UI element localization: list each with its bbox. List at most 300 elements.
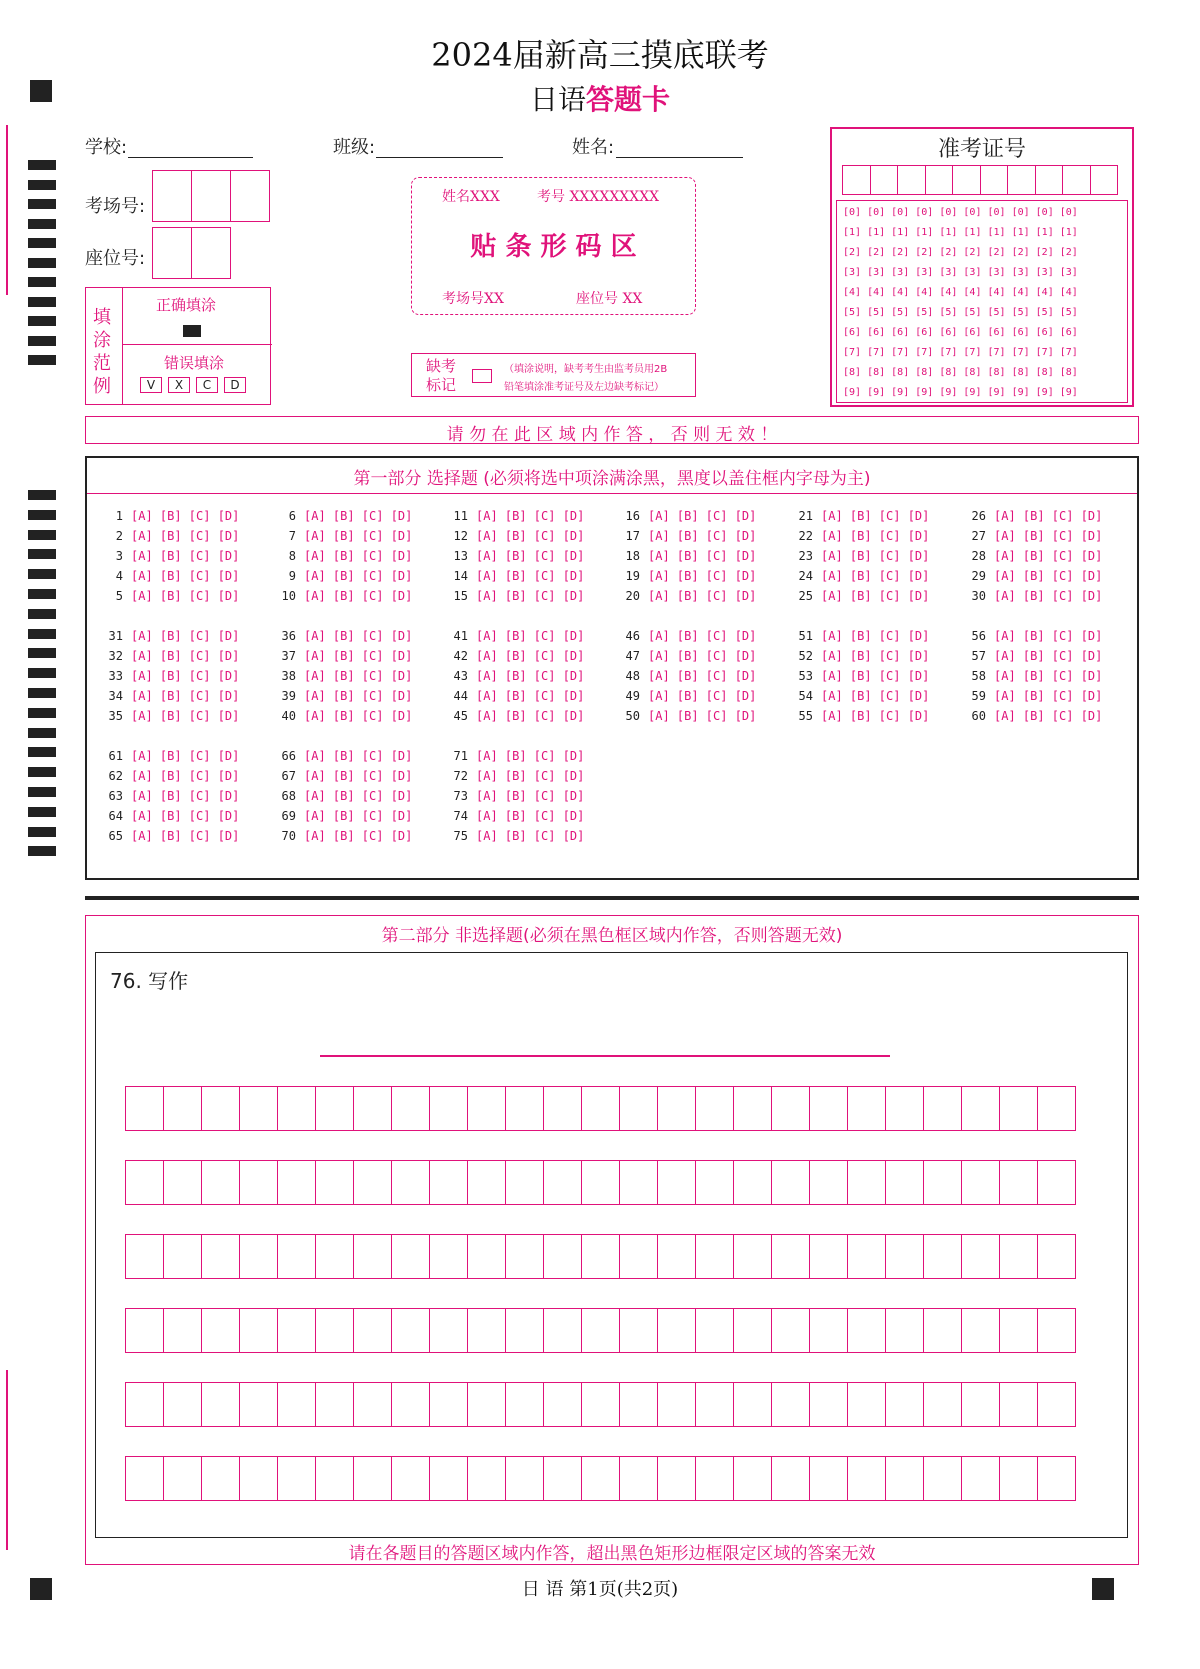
writing-cell[interactable]	[353, 1382, 392, 1427]
writing-cell[interactable]	[163, 1160, 202, 1205]
writing-cell[interactable]	[505, 1234, 544, 1279]
writing-cell[interactable]	[733, 1308, 772, 1353]
writing-cell[interactable]	[315, 1234, 354, 1279]
question-row[interactable]	[272, 806, 412, 826]
ticket-digit-input[interactable]	[925, 165, 954, 195]
writing-cell[interactable]	[771, 1086, 810, 1131]
writing-cell[interactable]	[239, 1160, 278, 1205]
writing-cell[interactable]	[125, 1160, 164, 1205]
writing-cell[interactable]	[1037, 1086, 1076, 1131]
ticket-digit-row[interactable]: [6] [6] [6] [6] [6] [6] [6] [6] [6] [6]	[843, 327, 1078, 338]
question-row[interactable]	[272, 566, 412, 586]
writing-cell[interactable]	[505, 1456, 544, 1501]
writing-cell[interactable]	[505, 1382, 544, 1427]
writing-cell[interactable]	[847, 1308, 886, 1353]
answer-options[interactable]: [A] [B] [C] [D]	[304, 709, 413, 723]
answer-options[interactable]: [A] [B] [C] [D]	[648, 509, 757, 523]
question-group[interactable]	[272, 746, 412, 846]
writing-cell[interactable]	[657, 1308, 696, 1353]
question-row[interactable]	[99, 626, 239, 646]
question-group[interactable]	[962, 506, 1102, 606]
answer-options[interactable]: [A] [B] [C] [D]	[821, 589, 930, 603]
writing-cell[interactable]	[961, 1382, 1000, 1427]
answer-options[interactable]: [A] [B] [C] [D]	[994, 669, 1103, 683]
answer-options[interactable]: [A] [B] [C] [D]	[304, 689, 413, 703]
question-group[interactable]	[789, 506, 929, 606]
writing-cell[interactable]	[239, 1234, 278, 1279]
writing-cell[interactable]	[695, 1456, 734, 1501]
writing-cell[interactable]	[467, 1382, 506, 1427]
question-row[interactable]	[99, 686, 239, 706]
answer-options[interactable]: [A] [B] [C] [D]	[821, 509, 930, 523]
writing-cell[interactable]	[429, 1456, 468, 1501]
question-row[interactable]	[789, 586, 929, 606]
question-group[interactable]	[99, 506, 239, 606]
ticket-digit-row[interactable]: [9] [9] [9] [9] [9] [9] [9] [9] [9] [9]	[843, 387, 1078, 398]
question-row[interactable]	[99, 766, 239, 786]
writing-cell[interactable]	[657, 1234, 696, 1279]
answer-options[interactable]: [A] [B] [C] [D]	[131, 629, 240, 643]
writing-cell[interactable]	[1037, 1456, 1076, 1501]
answer-options[interactable]: [A] [B] [C] [D]	[476, 669, 585, 683]
writing-cell[interactable]	[239, 1086, 278, 1131]
writing-cell[interactable]	[961, 1456, 1000, 1501]
answer-options[interactable]: [A] [B] [C] [D]	[131, 549, 240, 563]
writing-cell[interactable]	[961, 1086, 1000, 1131]
writing-cell[interactable]	[201, 1382, 240, 1427]
answer-options[interactable]: [A] [B] [C] [D]	[131, 789, 240, 803]
answer-options[interactable]: [A] [B] [C] [D]	[304, 769, 413, 783]
writing-cell[interactable]	[353, 1308, 392, 1353]
writing-cell[interactable]	[201, 1234, 240, 1279]
question-row[interactable]	[99, 526, 239, 546]
answer-options[interactable]: [A] [B] [C] [D]	[304, 749, 413, 763]
answer-options[interactable]: [A] [B] [C] [D]	[821, 569, 930, 583]
writing-cell[interactable]	[885, 1234, 924, 1279]
answer-options[interactable]: [A] [B] [C] [D]	[994, 689, 1103, 703]
writing-cell[interactable]	[467, 1234, 506, 1279]
question-group[interactable]	[99, 626, 239, 726]
question-row[interactable]	[616, 666, 756, 686]
question-row[interactable]	[616, 526, 756, 546]
answer-options[interactable]: [A] [B] [C] [D]	[304, 509, 413, 523]
writing-cell[interactable]	[581, 1382, 620, 1427]
writing-grid-row[interactable]	[125, 1308, 1075, 1353]
question-row[interactable]	[444, 686, 584, 706]
writing-cell[interactable]	[505, 1086, 544, 1131]
writing-cell[interactable]	[543, 1382, 582, 1427]
question-row[interactable]	[616, 626, 756, 646]
answer-options[interactable]: [A] [B] [C] [D]	[994, 509, 1103, 523]
answer-options[interactable]: [A] [B] [C] [D]	[648, 589, 757, 603]
answer-options[interactable]: [A] [B] [C] [D]	[131, 569, 240, 583]
writing-cell[interactable]	[581, 1160, 620, 1205]
writing-cell[interactable]	[163, 1308, 202, 1353]
answer-options[interactable]: [A] [B] [C] [D]	[648, 629, 757, 643]
writing-cell[interactable]	[125, 1382, 164, 1427]
answer-options[interactable]: [A] [B] [C] [D]	[821, 549, 930, 563]
writing-cell[interactable]	[581, 1086, 620, 1131]
writing-cell[interactable]	[771, 1160, 810, 1205]
ticket-digit-row[interactable]: [5] [5] [5] [5] [5] [5] [5] [5] [5] [5]	[843, 307, 1078, 318]
question-row[interactable]	[789, 646, 929, 666]
writing-cell[interactable]	[809, 1382, 848, 1427]
writing-cell[interactable]	[277, 1382, 316, 1427]
writing-cell[interactable]	[657, 1086, 696, 1131]
writing-area[interactable]	[95, 952, 1128, 1538]
writing-cell[interactable]	[733, 1382, 772, 1427]
writing-cell[interactable]	[695, 1160, 734, 1205]
writing-cell[interactable]	[581, 1456, 620, 1501]
writing-cell[interactable]	[543, 1086, 582, 1131]
answer-options[interactable]: [A] [B] [C] [D]	[304, 829, 413, 843]
question-row[interactable]	[444, 566, 584, 586]
writing-cell[interactable]	[125, 1456, 164, 1501]
question-row[interactable]	[99, 506, 239, 526]
ticket-digit-input[interactable]	[1062, 165, 1091, 195]
writing-cell[interactable]	[163, 1086, 202, 1131]
writing-cell[interactable]	[163, 1382, 202, 1427]
question-row[interactable]	[962, 686, 1102, 706]
question-row[interactable]	[272, 786, 412, 806]
answer-options[interactable]: [A] [B] [C] [D]	[821, 629, 930, 643]
answer-options[interactable]: [A] [B] [C] [D]	[476, 649, 585, 663]
question-row[interactable]	[99, 546, 239, 566]
question-row[interactable]	[962, 526, 1102, 546]
ticket-digit-row[interactable]: [8] [8] [8] [8] [8] [8] [8] [8] [8] [8]	[843, 367, 1078, 378]
writing-cell[interactable]	[315, 1160, 354, 1205]
writing-cell[interactable]	[657, 1382, 696, 1427]
answer-options[interactable]: [A] [B] [C] [D]	[131, 589, 240, 603]
answer-options[interactable]: [A] [B] [C] [D]	[994, 629, 1103, 643]
question-group[interactable]	[444, 746, 584, 846]
writing-cell[interactable]	[391, 1086, 430, 1131]
question-row[interactable]	[444, 506, 584, 526]
absent-checkbox[interactable]	[472, 369, 492, 383]
question-row[interactable]	[444, 646, 584, 666]
writing-cell[interactable]	[429, 1382, 468, 1427]
writing-grid-row[interactable]	[125, 1382, 1075, 1427]
question-row[interactable]	[616, 586, 756, 606]
writing-cell[interactable]	[429, 1234, 468, 1279]
question-group[interactable]	[272, 506, 412, 606]
writing-cell[interactable]	[391, 1382, 430, 1427]
question-row[interactable]	[272, 766, 412, 786]
answer-options[interactable]: [A] [B] [C] [D]	[131, 509, 240, 523]
answer-options[interactable]: [A] [B] [C] [D]	[131, 649, 240, 663]
question-row[interactable]	[99, 586, 239, 606]
question-row[interactable]	[272, 626, 412, 646]
question-row[interactable]	[444, 546, 584, 566]
writing-cell[interactable]	[277, 1456, 316, 1501]
writing-cell[interactable]	[581, 1234, 620, 1279]
question-row[interactable]	[444, 746, 584, 766]
writing-cell[interactable]	[809, 1234, 848, 1279]
writing-cell[interactable]	[809, 1308, 848, 1353]
writing-cell[interactable]	[733, 1160, 772, 1205]
answer-options[interactable]: [A] [B] [C] [D]	[476, 829, 585, 843]
question-row[interactable]	[272, 706, 412, 726]
writing-cell[interactable]	[391, 1308, 430, 1353]
ticket-digit-input[interactable]	[1035, 165, 1064, 195]
writing-cell[interactable]	[125, 1234, 164, 1279]
answer-options[interactable]: [A] [B] [C] [D]	[476, 589, 585, 603]
writing-cell[interactable]	[543, 1308, 582, 1353]
writing-cell[interactable]	[619, 1234, 658, 1279]
writing-cell[interactable]	[619, 1382, 658, 1427]
question-row[interactable]	[99, 806, 239, 826]
answer-options[interactable]: [A] [B] [C] [D]	[304, 649, 413, 663]
exam-room-boxes[interactable]	[152, 170, 270, 222]
answer-options[interactable]: [A] [B] [C] [D]	[648, 669, 757, 683]
question-row[interactable]	[99, 786, 239, 806]
ticket-digit-input[interactable]	[870, 165, 899, 195]
question-row[interactable]	[789, 506, 929, 526]
question-group[interactable]	[444, 506, 584, 606]
writing-cell[interactable]	[923, 1382, 962, 1427]
writing-cell[interactable]	[771, 1382, 810, 1427]
choice-questions[interactable]	[87, 506, 1137, 866]
writing-cell[interactable]	[429, 1308, 468, 1353]
question-row[interactable]	[962, 626, 1102, 646]
writing-cell[interactable]	[961, 1308, 1000, 1353]
writing-cell[interactable]	[999, 1456, 1038, 1501]
answer-options[interactable]: [A] [B] [C] [D]	[994, 649, 1103, 663]
writing-cell[interactable]	[239, 1382, 278, 1427]
writing-cell[interactable]	[619, 1086, 658, 1131]
seat-boxes[interactable]	[152, 227, 231, 279]
writing-cell[interactable]	[695, 1382, 734, 1427]
writing-cell[interactable]	[885, 1086, 924, 1131]
writing-grid-row[interactable]	[125, 1160, 1075, 1205]
question-row[interactable]	[962, 566, 1102, 586]
writing-cell[interactable]	[619, 1308, 658, 1353]
question-row[interactable]	[444, 766, 584, 786]
question-row[interactable]	[789, 666, 929, 686]
writing-cell[interactable]	[885, 1456, 924, 1501]
question-row[interactable]	[99, 646, 239, 666]
ticket-digit-row[interactable]: [7] [7] [7] [7] [7] [7] [7] [7] [7] [7]	[843, 347, 1078, 358]
answer-options[interactable]: [A] [B] [C] [D]	[821, 709, 930, 723]
writing-grid[interactable]	[125, 1086, 1075, 1530]
writing-cell[interactable]	[847, 1160, 886, 1205]
answer-options[interactable]: [A] [B] [C] [D]	[648, 549, 757, 563]
writing-cell[interactable]	[885, 1382, 924, 1427]
writing-cell[interactable]	[163, 1456, 202, 1501]
question-row[interactable]	[99, 746, 239, 766]
answer-options[interactable]: [A] [B] [C] [D]	[131, 809, 240, 823]
writing-cell[interactable]	[543, 1160, 582, 1205]
ticket-digit-input[interactable]	[842, 165, 871, 195]
question-row[interactable]	[444, 806, 584, 826]
question-row[interactable]	[99, 566, 239, 586]
ticket-digit-row[interactable]: [3] [3] [3] [3] [3] [3] [3] [3] [3] [3]	[843, 267, 1078, 278]
answer-options[interactable]: [A] [B] [C] [D]	[304, 529, 413, 543]
answer-options[interactable]: [A] [B] [C] [D]	[304, 569, 413, 583]
answer-options[interactable]: [A] [B] [C] [D]	[131, 769, 240, 783]
question-row[interactable]	[962, 706, 1102, 726]
ticket-digit-row[interactable]: [2] [2] [2] [2] [2] [2] [2] [2] [2] [2]	[843, 247, 1078, 258]
question-row[interactable]	[789, 686, 929, 706]
writing-cell[interactable]	[543, 1456, 582, 1501]
writing-cell[interactable]	[923, 1456, 962, 1501]
writing-cell[interactable]	[277, 1234, 316, 1279]
answer-options[interactable]: [A] [B] [C] [D]	[821, 669, 930, 683]
answer-options[interactable]: [A] [B] [C] [D]	[476, 629, 585, 643]
question-row[interactable]	[272, 526, 412, 546]
question-row[interactable]	[444, 626, 584, 646]
answer-options[interactable]: [A] [B] [C] [D]	[304, 629, 413, 643]
answer-options[interactable]: [A] [B] [C] [D]	[476, 529, 585, 543]
writing-cell[interactable]	[923, 1160, 962, 1205]
writing-cell[interactable]	[847, 1456, 886, 1501]
question-row[interactable]	[616, 646, 756, 666]
question-group[interactable]	[616, 506, 756, 606]
writing-cell[interactable]	[999, 1160, 1038, 1205]
writing-cell[interactable]	[1037, 1160, 1076, 1205]
ticket-digit-row[interactable]: [4] [4] [4] [4] [4] [4] [4] [4] [4] [4]	[843, 287, 1078, 298]
answer-options[interactable]: [A] [B] [C] [D]	[304, 789, 413, 803]
writing-cell[interactable]	[847, 1234, 886, 1279]
writing-cell[interactable]	[657, 1456, 696, 1501]
question-row[interactable]	[99, 826, 239, 846]
writing-cell[interactable]	[467, 1308, 506, 1353]
answer-options[interactable]: [A] [B] [C] [D]	[304, 669, 413, 683]
class-field[interactable]	[376, 135, 503, 158]
writing-cell[interactable]	[695, 1308, 734, 1353]
writing-cell[interactable]	[239, 1308, 278, 1353]
writing-cell[interactable]	[277, 1086, 316, 1131]
writing-cell[interactable]	[467, 1086, 506, 1131]
question-row[interactable]	[616, 686, 756, 706]
answer-options[interactable]: [A] [B] [C] [D]	[131, 749, 240, 763]
writing-cell[interactable]	[467, 1456, 506, 1501]
writing-cell[interactable]	[733, 1234, 772, 1279]
writing-cell[interactable]	[201, 1160, 240, 1205]
question-group[interactable]	[444, 626, 584, 726]
writing-cell[interactable]	[961, 1234, 1000, 1279]
writing-cell[interactable]	[391, 1456, 430, 1501]
answer-options[interactable]: [A] [B] [C] [D]	[648, 649, 757, 663]
question-row[interactable]	[616, 546, 756, 566]
name-field[interactable]	[616, 135, 743, 158]
answer-options[interactable]: [A] [B] [C] [D]	[131, 829, 240, 843]
writing-cell[interactable]	[315, 1086, 354, 1131]
writing-cell[interactable]	[809, 1160, 848, 1205]
answer-options[interactable]: [A] [B] [C] [D]	[304, 589, 413, 603]
writing-cell[interactable]	[163, 1234, 202, 1279]
writing-cell[interactable]	[809, 1456, 848, 1501]
question-row[interactable]	[272, 666, 412, 686]
question-row[interactable]	[789, 626, 929, 646]
question-row[interactable]	[272, 746, 412, 766]
answer-options[interactable]: [A] [B] [C] [D]	[994, 709, 1103, 723]
writing-cell[interactable]	[1037, 1234, 1076, 1279]
ticket-digit-grid[interactable]	[836, 200, 1128, 403]
writing-cell[interactable]	[505, 1160, 544, 1205]
answer-options[interactable]: [A] [B] [C] [D]	[131, 529, 240, 543]
question-row[interactable]	[616, 566, 756, 586]
writing-cell[interactable]	[125, 1308, 164, 1353]
writing-cell[interactable]	[657, 1160, 696, 1205]
answer-options[interactable]: [A] [B] [C] [D]	[648, 529, 757, 543]
ticket-number-inputs[interactable]	[842, 165, 1117, 195]
writing-cell[interactable]	[847, 1382, 886, 1427]
writing-cell[interactable]	[695, 1234, 734, 1279]
answer-options[interactable]: [A] [B] [C] [D]	[476, 569, 585, 583]
answer-options[interactable]: [A] [B] [C] [D]	[994, 549, 1103, 563]
question-row[interactable]	[272, 546, 412, 566]
writing-cell[interactable]	[391, 1160, 430, 1205]
question-row[interactable]	[444, 826, 584, 846]
question-row[interactable]	[962, 586, 1102, 606]
question-row[interactable]	[99, 706, 239, 726]
question-row[interactable]	[444, 586, 584, 606]
writing-grid-row[interactable]	[125, 1234, 1075, 1279]
writing-cell[interactable]	[999, 1382, 1038, 1427]
question-group[interactable]	[962, 626, 1102, 726]
writing-cell[interactable]	[809, 1086, 848, 1131]
writing-cell[interactable]	[771, 1456, 810, 1501]
answer-options[interactable]: [A] [B] [C] [D]	[648, 689, 757, 703]
answer-options[interactable]: [A] [B] [C] [D]	[476, 789, 585, 803]
answer-options[interactable]: [A] [B] [C] [D]	[994, 529, 1103, 543]
writing-cell[interactable]	[429, 1086, 468, 1131]
answer-options[interactable]: [A] [B] [C] [D]	[476, 709, 585, 723]
writing-cell[interactable]	[201, 1086, 240, 1131]
writing-cell[interactable]	[999, 1308, 1038, 1353]
answer-options[interactable]: [A] [B] [C] [D]	[648, 569, 757, 583]
writing-grid-row[interactable]	[125, 1086, 1075, 1131]
answer-options[interactable]: [A] [B] [C] [D]	[476, 689, 585, 703]
answer-options[interactable]: [A] [B] [C] [D]	[304, 809, 413, 823]
school-field[interactable]	[128, 135, 253, 158]
question-row[interactable]	[444, 666, 584, 686]
writing-cell[interactable]	[429, 1160, 468, 1205]
writing-cell[interactable]	[201, 1456, 240, 1501]
writing-cell[interactable]	[391, 1234, 430, 1279]
question-row[interactable]	[789, 546, 929, 566]
question-group[interactable]	[99, 746, 239, 846]
writing-cell[interactable]	[581, 1308, 620, 1353]
answer-options[interactable]: [A] [B] [C] [D]	[131, 669, 240, 683]
writing-cell[interactable]	[315, 1456, 354, 1501]
writing-cell[interactable]	[923, 1234, 962, 1279]
question-group[interactable]	[272, 626, 412, 726]
ticket-digit-input[interactable]	[952, 165, 981, 195]
question-row[interactable]	[789, 526, 929, 546]
writing-cell[interactable]	[733, 1456, 772, 1501]
question-row[interactable]	[272, 646, 412, 666]
answer-options[interactable]: [A] [B] [C] [D]	[821, 529, 930, 543]
writing-cell[interactable]	[885, 1160, 924, 1205]
writing-cell[interactable]	[771, 1234, 810, 1279]
answer-options[interactable]: [A] [B] [C] [D]	[476, 549, 585, 563]
writing-cell[interactable]	[847, 1086, 886, 1131]
writing-cell[interactable]	[467, 1160, 506, 1205]
writing-cell[interactable]	[619, 1160, 658, 1205]
writing-cell[interactable]	[125, 1086, 164, 1131]
writing-cell[interactable]	[885, 1308, 924, 1353]
writing-cell[interactable]	[239, 1456, 278, 1501]
question-row[interactable]	[272, 506, 412, 526]
writing-cell[interactable]	[353, 1086, 392, 1131]
question-row[interactable]	[444, 786, 584, 806]
question-row[interactable]	[272, 826, 412, 846]
writing-cell[interactable]	[999, 1234, 1038, 1279]
question-row[interactable]	[99, 666, 239, 686]
writing-cell[interactable]	[1037, 1308, 1076, 1353]
